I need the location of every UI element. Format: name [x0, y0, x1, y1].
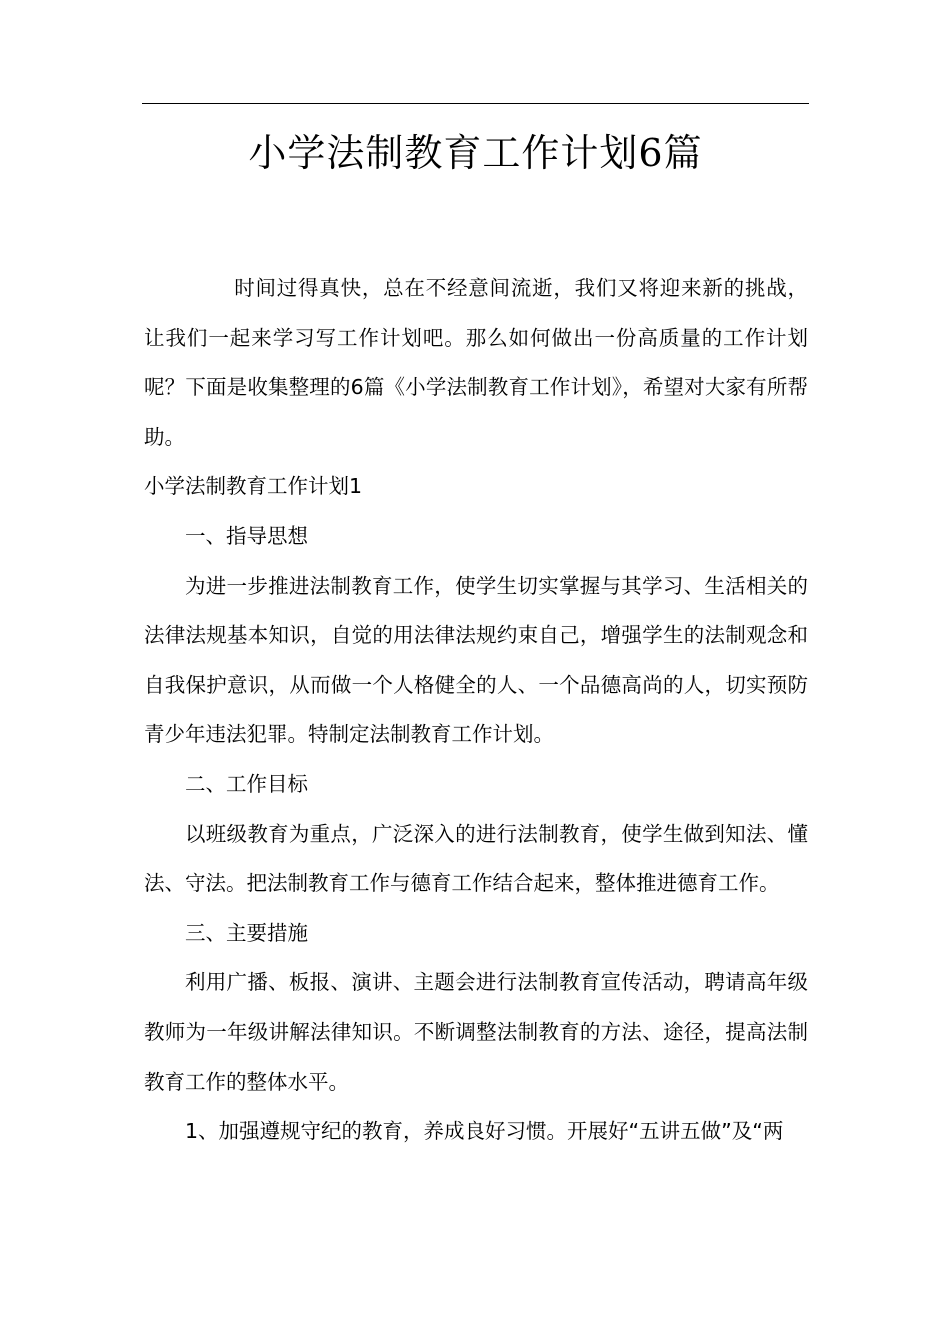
document-title: 小学法制教育工作计划6篇	[248, 131, 703, 175]
part3-heading: 三、主要措施	[185, 920, 308, 945]
part3-paragraph: 利用广播、板报、演讲、主题会进行法制教育宣传活动，聘请高年级教师为一年级讲解法律知识。不断调整法制教育的方法、途径，提高法制教育工作的整体水平。	[144, 970, 808, 1094]
header-rule	[142, 103, 809, 104]
item1-paragraph: 1、加强遵规守纪的教育，养成良好习惯。开展好“五讲五做”及“两	[185, 1119, 784, 1144]
intro-paragraph: 时间过得真快，总在不经意间流逝，我们又将迎来新的挑战，让我们一起来学习写工作计划吧。那么如何做出一份高质量的工作计划呢？下面是收集整理的6篇《小学法制教育工作计划》，希望对大家有所帮助。	[144, 276, 808, 449]
section-heading: 小学法制教育工作计划1	[144, 474, 363, 499]
part1-heading: 一、指导思想	[185, 523, 308, 548]
part2-heading: 二、工作目标	[185, 771, 308, 796]
document-body	[144, 264, 808, 1157]
part2-paragraph: 以班级教育为重点，广泛深入的进行法制教育，使学生做到知法、懂法、守法。把法制教育工作与德育工作结合起来，整体推进德育工作。	[144, 821, 808, 896]
part1-paragraph: 为进一步推进法制教育工作，使学生切实掌握与其学习、生活相关的法律法规基本知识，自觉的用法律法规约束自己，增强学生的法制观念和自我保护意识，从而做一个人格健全的人、一个品德高尚的人，切实预防青少年违法犯罪。特制定法制教育工作计划。	[144, 573, 808, 747]
